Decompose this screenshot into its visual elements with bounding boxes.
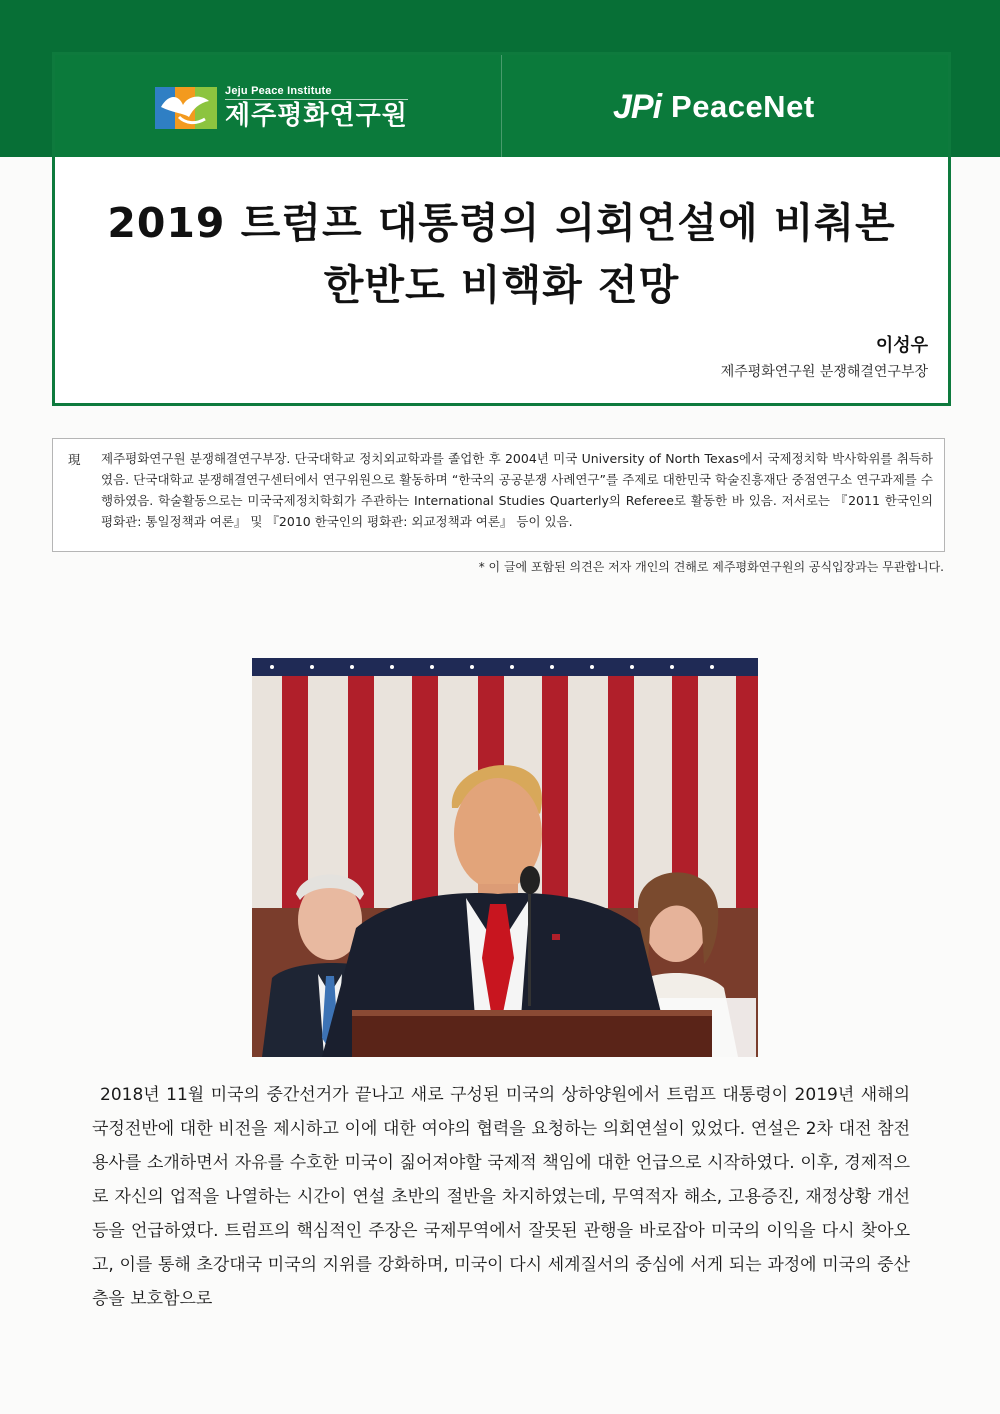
jpi-mark: JPi — [613, 87, 662, 126]
peacenet-name: PeaceNet — [671, 89, 815, 124]
author-bio-box — [52, 438, 945, 552]
jeju-peace-institute-logo[interactable] — [155, 80, 408, 136]
speech-photo — [252, 658, 758, 1057]
header-banner — [55, 55, 948, 157]
header-divider — [501, 55, 502, 157]
body-paragraph: 2018년 11월 미국의 중간선거가 끝나고 새로 구성된 미국의 상하양원에서 트럼프 대통령이 2019년 새해의 국정전반에 대한 비전을 제시하고 이에 대한 여야의 협력을 요청하는 의회연설이 있었다. 연설은 2차 대전 참전용사를 소개하면서 자유를 수호한 미국이 짊어져야할 국제적 책임에 대한 언급으로 시작하였다. 이후, 경제적으로 자신의 업적을 나열하는 시간이 연설 초반의 절반을 차지하였는데, 무역적자 해소, 고용증진, 재정상황 개선 등을 언급하였다. 트럼프의 핵심적인 주장은 국제무역에서 잘못된 관행을 바로잡아 미국의 이익을 다시 찾아오고, 이를 통해 초강대국 미국의 지위를 강화하며, 미국이 다시 세계질서의 중심에 서게 되는 과정에 미국의 중산층을 보호함으로 — [92, 1085, 910, 1309]
bio-prefix: 現 — [68, 452, 81, 467]
disclaimer-note: * 이 글에 포함된 의견은 저자 개인의 견해로 제주평화연구원의 공식입장과는 무관합니다. — [478, 560, 944, 574]
logo-korean-name: 제주평화연구원 — [225, 101, 408, 131]
author-bio-text: 제주평화연구원 분쟁해결연구부장. 단국대학교 정치외교학과를 졸업한 후 2004년 미국 University of North Texas에서 국제정치학 박사학위를 취득하였음. 단국대학교 분쟁해결연구센터에서 연구위원으로 활동하며 “한국의 공공분쟁 사례연구”를 주제로 대한민국 학술진흥재단 중점연구소 연구과제를 수행하였음. 학술활동으로는 미국국제정치학회가 주관하는 International Studies Quarterly의 Referee로 활동한 바 있음. 저서로는 『2011 한국인의 평화관: 통일정책과 여론』 및 『2010 한국인의 평화관: 외교정책과 여론』 등이 있음. — [101, 451, 933, 529]
author-affiliation: 제주평화연구원 분쟁해결연구부장 — [720, 364, 928, 380]
logo-english-name: Jeju Peace Institute — [225, 85, 408, 100]
article-title-line1: 2019 트럼프 대통령의 의회연설에 비춰본 — [107, 199, 896, 247]
dove-logo-icon — [155, 83, 219, 133]
header-box — [52, 52, 951, 406]
author-name: 이성우 — [875, 335, 928, 356]
article-title-line2: 한반도 비핵화 전망 — [323, 261, 680, 309]
peacenet-logo[interactable] — [613, 85, 815, 129]
